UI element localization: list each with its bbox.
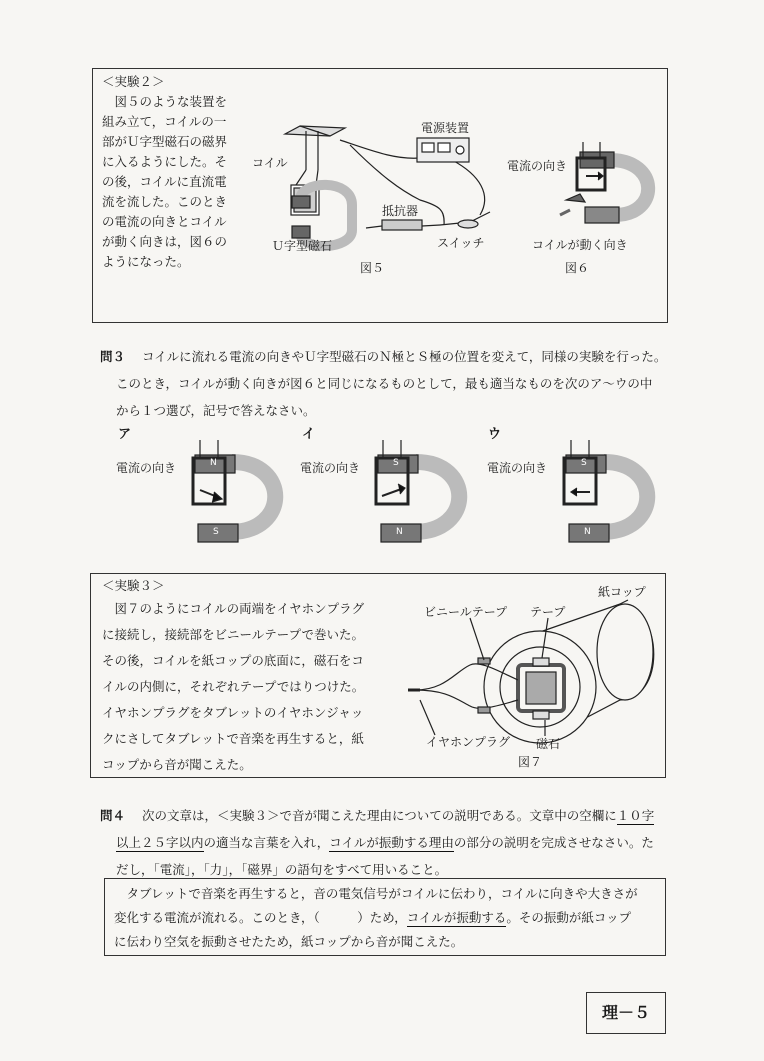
- keyword-current: 電流: [159, 862, 185, 877]
- option-a-top-pole: N: [210, 458, 217, 468]
- experiment-3-heading: ＜実験３＞: [102, 578, 165, 593]
- label-earphone-plug: イヤホンプラグ: [426, 735, 511, 749]
- text-line: に接続し，接続部をビニールテープで巻いた。: [102, 627, 365, 642]
- text-line: が動く向きは，図６の: [102, 234, 228, 249]
- q4-underlined: コイルが振動する理由: [329, 835, 454, 850]
- answer-line-1: タブレットで音楽を再生すると，音の電気信号がコイルに伝わり，コイルに向きや大きさが: [114, 886, 638, 901]
- question-4-line-2: [116, 837, 654, 850]
- figure-5-caption: 図５: [360, 261, 385, 275]
- label-u-magnet: Ｕ字型磁石: [272, 239, 333, 253]
- text-line: イルの内側に，それぞれテープではりつけた。: [102, 679, 365, 694]
- q4-underlined: 以上２５字以内: [116, 835, 204, 850]
- q4-text: 」の語句を: [272, 862, 335, 877]
- option-u-top-pole: S: [581, 458, 587, 468]
- option-u-current-label: 電流の向き: [487, 461, 548, 475]
- answer-text: 。その振動が紙コップ: [506, 910, 632, 925]
- q4-text: 用いること。: [372, 862, 448, 877]
- option-i-current-label: 電流の向き: [300, 461, 361, 475]
- text-line: その後，コイルを紙コップの底面に，磁石をコ: [102, 653, 364, 668]
- text-line: 図５のような装置を: [102, 94, 228, 109]
- question-3-line-1: コイルに流れる電流の向きやＵ字型磁石のＮ極とＳ極の位置を変えて，同様の実験を行った。: [142, 349, 667, 364]
- answer-line-2: [114, 912, 631, 925]
- text-line: コップから音が聞こえた。: [102, 757, 252, 772]
- question-4-label: 問４: [100, 808, 126, 823]
- text-line: の電流の向きとコイル: [102, 214, 227, 229]
- q4-underlined: １０字: [616, 808, 655, 823]
- option-u-letter: ウ: [488, 427, 502, 442]
- label-magnet: 磁石: [536, 737, 561, 751]
- text-line: クにさしてタブレットで音楽を再生すると，紙: [102, 731, 364, 746]
- label-power-supply: 電源装置: [421, 121, 470, 135]
- text-line: ようになった。: [102, 254, 190, 269]
- question-4-line-3: [116, 864, 447, 877]
- q4-text: 次の文章は，＜実験３＞で音が聞こえた理由についての説明である。文章中の空欄に: [142, 808, 617, 823]
- label-tape: テープ: [530, 605, 566, 619]
- q4-text: の適当な言葉を入れ，: [203, 835, 330, 850]
- label-switch: スイッチ: [437, 236, 485, 250]
- label-current-direction: 電流の向き: [507, 159, 568, 173]
- option-i-top-pole: S: [393, 458, 399, 468]
- text-line: に入るようにした。そ: [102, 154, 228, 169]
- question-3-line-3: から１つ選び，記号で答えなさい。: [116, 403, 316, 418]
- q4-underlined: すべて: [334, 862, 373, 877]
- question-4-line-1: [142, 810, 654, 823]
- experiment-2-heading: ＜実験２＞: [102, 74, 165, 89]
- keyword-force: 力: [209, 862, 223, 877]
- keyword-magnetic-field: 磁界: [247, 862, 273, 877]
- label-vinyl-tape: ビニールテープ: [424, 605, 508, 619]
- text-line: 組み立て，コイルの一: [102, 114, 227, 129]
- option-a-current-label: 電流の向き: [116, 461, 177, 475]
- label-coil: コイル: [252, 156, 288, 170]
- figure-6-caption: 図６: [565, 261, 590, 275]
- q4-text: 」，「: [222, 862, 248, 877]
- option-u-bottom-pole: N: [584, 527, 591, 537]
- q4-text: だし，「: [116, 862, 160, 877]
- text-line: イヤホンプラグをタブレットのイヤホンジャッ: [102, 705, 364, 720]
- option-a-bottom-pole: S: [213, 527, 219, 537]
- question-3-label: 問３: [100, 349, 126, 364]
- text-line: の後，コイルに直流電: [102, 174, 227, 189]
- answer-text: 変化する電流が流れる。このとき，（ ）ため，: [114, 910, 407, 925]
- label-resistor: 抵抗器: [382, 204, 419, 218]
- label-coil-motion: コイルが動く向き: [532, 238, 628, 252]
- label-paper-cup: 紙コップ: [598, 585, 646, 599]
- page-number: 理－５: [601, 1003, 650, 1022]
- q4-text: の部分の説明を完成させなさい。た: [453, 835, 654, 850]
- answer-line-3: に伝わり空気を振動させたため，紙コップから音が聞こえた。: [114, 934, 464, 949]
- text-line: 図７のようにコイルの両端をイヤホンプラグ: [102, 601, 365, 616]
- option-i-letter: イ: [302, 427, 316, 442]
- q4-text: 」，「: [184, 862, 210, 877]
- question-3-line-2: このとき，コイルが動く向きが図６と同じになるものとして，最も適当なものを次のア～ウの中: [116, 376, 653, 391]
- text-line: 流を流した。このとき: [102, 194, 228, 209]
- option-i-bottom-pole: N: [396, 527, 403, 537]
- text-line: 部がＵ字型磁石の磁界: [102, 134, 228, 149]
- answer-underlined: コイルが振動する: [406, 910, 507, 925]
- figure-7-caption: 図７: [518, 755, 543, 769]
- option-a-letter: ア: [118, 427, 132, 442]
